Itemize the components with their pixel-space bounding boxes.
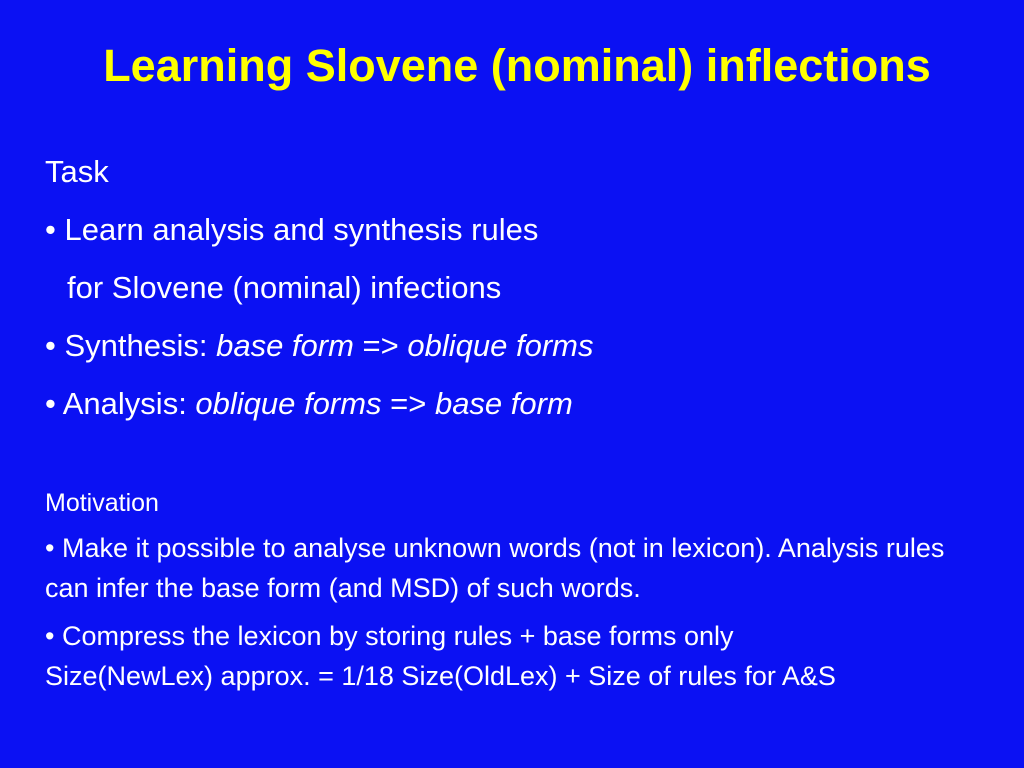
task-synthesis-line <box>45 317 995 375</box>
task-heading: Task <box>45 154 109 189</box>
task-analysis-line <box>45 375 995 433</box>
synthesis-arrow: => <box>353 328 408 363</box>
analysis-from: oblique forms <box>195 386 382 421</box>
synthesis-to: oblique forms <box>407 328 594 363</box>
motivation-heading: Motivation <box>45 489 159 517</box>
analysis-arrow: => <box>381 386 435 421</box>
slide-body <box>45 143 995 704</box>
analysis-to: base form <box>434 386 573 421</box>
task-learn-line-continuation: for Slovene (nominal) infections <box>67 270 502 305</box>
motivation-item-analyse-unknown: • Make it possible to analyse unknown words (not in lexicon). Analysis rules can infer the base form (and MSD) of such words. <box>45 533 945 603</box>
slide-title: Learning Slovene (nominal) inflections <box>103 40 931 91</box>
synthesis-label: • Synthesis: <box>45 328 217 363</box>
analysis-label: • Analysis: <box>45 386 196 421</box>
size-formula-line: Size(NewLex) approx. = 1/18 Size(OldLex) + Size of rules for A&S <box>45 661 836 691</box>
compress-line: • Compress the lexicon by storing rules + base forms only <box>45 621 734 651</box>
synthesis-from: base form <box>216 328 354 363</box>
section-gap <box>45 433 995 488</box>
task-learn-line: • Learn analysis and synthesis rules <box>45 212 539 247</box>
motivation-item-compress-lexicon <box>45 616 995 696</box>
